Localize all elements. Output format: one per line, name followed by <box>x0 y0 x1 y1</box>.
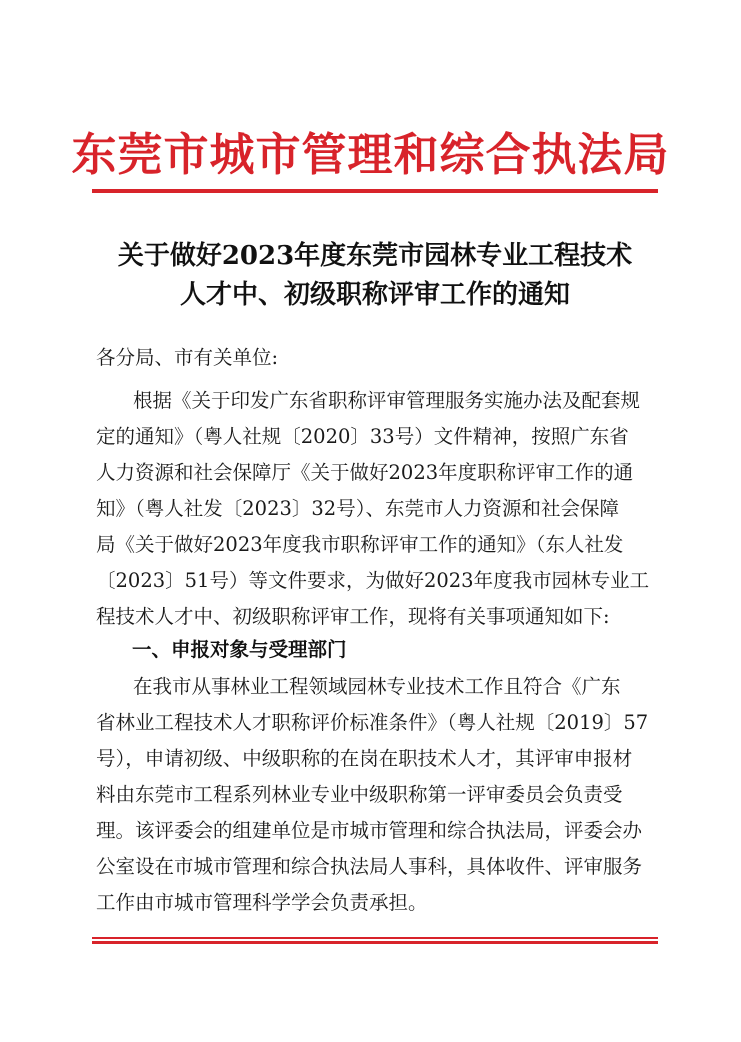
paragraph-line: 在我市从事林业工程领域园林专业技术工作且符合《广东 <box>133 675 621 698</box>
footer-red-rule-thick <box>92 941 658 944</box>
paragraph-line: 料由东莞市工程系列林业专业中级职称第一评审委员会负责受 <box>96 783 623 806</box>
letterhead-org-name: 东莞市城市管理和综合执法局 <box>71 128 670 181</box>
salutation: 各分局、市有关单位: <box>96 346 279 369</box>
paragraph-line: 定的通知》（粤人社规〔2020〕33号）文件精神，按照广东省 <box>96 425 629 448</box>
paragraph-line: 号），申请初级、中级职称的在岗在职技术人才，其评审申报材 <box>96 747 633 770</box>
letterhead-red-rule <box>92 189 658 193</box>
paragraph-line: 理。该评委会的组建单位是市城市管理和综合执法局，评委会办 <box>96 819 643 842</box>
paragraph-line: 公室设在市城市管理和综合执法局人事科，具体收件、评审服务 <box>96 855 643 878</box>
notice-title-line-1: 关于做好2023年度东莞市园林专业工程技术 <box>117 241 633 271</box>
paragraph-line: 〔2023〕51号）等文件要求，为做好2023年度我市园林专业工 <box>96 569 650 592</box>
paragraph-line: 省林业工程技术人才职称评价标准条件》（粤人社规〔2019〕57 <box>96 711 649 734</box>
footer-red-rule-thin <box>92 937 658 939</box>
notice-title-line-2: 人才中、初级职称评审工作的通知 <box>179 280 570 310</box>
paragraph-line: 程技术人才中、初级职称评审工作，现将有关事项通知如下: <box>96 605 610 628</box>
paragraph-line: 知》（粤人社发〔2023〕32号）、东莞市人力资源和社会保障 <box>96 497 619 520</box>
paragraph-line: 根据《关于印发广东省职称评审管理服务实施办法及配套规 <box>133 389 641 412</box>
paragraph-line: 人力资源和社会保障厅《关于做好2023年度职称评审工作的通 <box>96 461 634 484</box>
paragraph-line: 局《关于做好2023年度我市职称评审工作的通知》（东人社发 <box>96 533 624 556</box>
paragraph-line: 工作由市城市管理科学学会负责承担。 <box>96 891 428 914</box>
section-1-heading: 一、申报对象与受理部门 <box>132 638 347 661</box>
